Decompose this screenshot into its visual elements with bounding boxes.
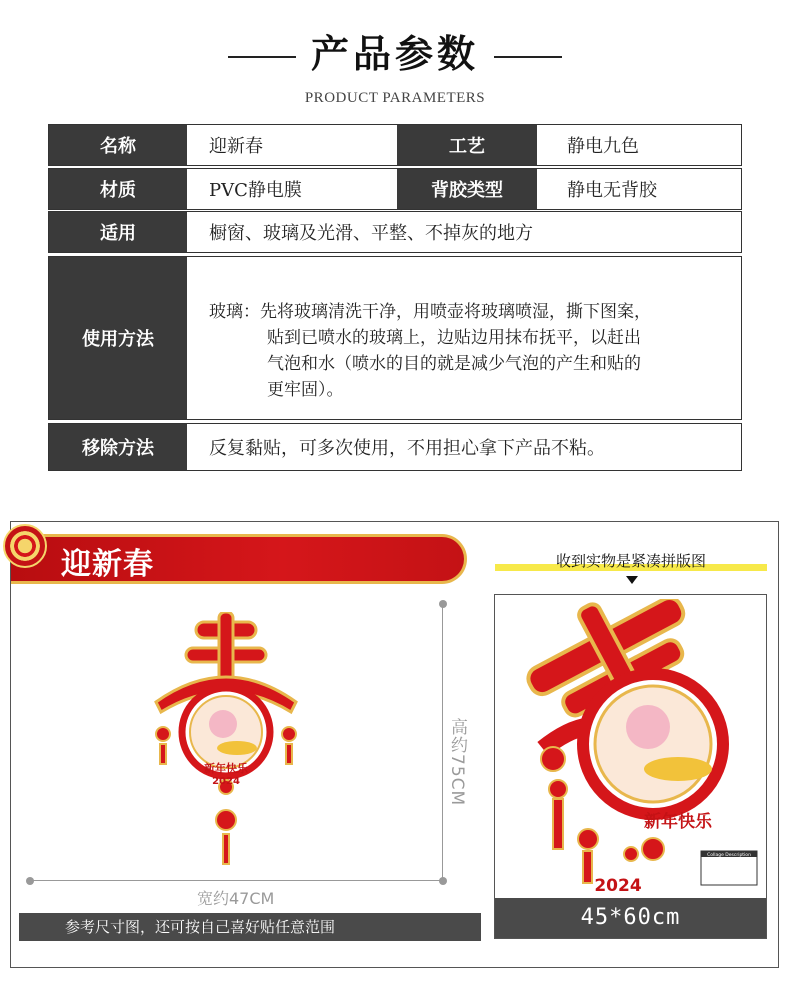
param-row-remove xyxy=(48,423,742,471)
art-greeting: 新年快乐 xyxy=(204,762,248,775)
param-key-material: 材质 xyxy=(49,169,187,209)
usage-line: 更牢固）。 xyxy=(267,380,344,400)
title-banner xyxy=(11,534,467,584)
flower-ornament-icon xyxy=(3,524,47,568)
spring-couplet-illustration xyxy=(141,612,311,872)
param-row-usage xyxy=(48,256,742,420)
dim-dot xyxy=(439,877,447,885)
page-title: 产品参数 xyxy=(310,32,479,76)
param-row-apply xyxy=(48,211,742,253)
param-row-name xyxy=(48,124,742,166)
height-label: 高约75CM xyxy=(447,718,467,807)
art-year: 2024 xyxy=(212,776,240,787)
width-label: 宽约47CM xyxy=(197,889,275,908)
width-dimension-line xyxy=(30,880,442,881)
param-key-apply: 适用 xyxy=(49,212,187,252)
header-rule-right xyxy=(494,56,562,58)
dim-dot xyxy=(26,877,34,885)
product-display-panel xyxy=(10,521,779,968)
sheet-caption: Collage Description xyxy=(707,853,751,858)
param-val-apply: 橱窗、玻璃及光滑、平整、不掉灰的地方 xyxy=(209,223,533,244)
usage-line: 气泡和水（喷水的目的就是减少气泡的产生和贴的 xyxy=(267,354,641,374)
product-sheet xyxy=(494,594,767,939)
param-val-craft: 静电九色 xyxy=(567,136,639,157)
height-dimension-line xyxy=(442,604,443,880)
param-val-name: 迎新春 xyxy=(209,136,263,157)
param-key-craft: 工艺 xyxy=(397,125,537,165)
compact-layout-note: 收到实物是紧凑拼版图 xyxy=(555,552,706,570)
param-val-usage xyxy=(187,257,741,419)
page-subtitle: PRODUCT PARAMETERS xyxy=(304,90,486,106)
param-key-backing: 背胶类型 xyxy=(397,169,537,209)
banner-title: 迎新春 xyxy=(61,547,154,582)
usage-line: 玻璃：先将玻璃清洗干净，用喷壶将玻璃喷湿，撕下图案， xyxy=(209,302,651,322)
sheet-year: 2024 xyxy=(594,876,642,895)
section-header xyxy=(0,28,790,107)
param-key-name: 名称 xyxy=(49,125,187,165)
down-arrow-icon xyxy=(626,576,638,584)
header-rule-left xyxy=(228,56,296,58)
sheet-greeting: 新年快乐 xyxy=(644,812,712,832)
sheet-artwork xyxy=(503,599,761,895)
param-row-material xyxy=(48,168,742,210)
param-key-remove: 移除方法 xyxy=(49,424,187,470)
usage-line: 贴到已喷水的玻璃上，边贴边用抹布抚平，以赶出 xyxy=(267,328,641,348)
param-val-backing: 静电无背胶 xyxy=(567,180,657,201)
param-key-usage: 使用方法 xyxy=(49,257,187,419)
param-val-remove: 反复黏贴，可多次使用，不用担心拿下产品不粘。 xyxy=(209,438,605,459)
param-val-material: PVC静电膜 xyxy=(209,180,302,201)
dim-dot xyxy=(439,600,447,608)
reference-caption: 参考尺寸图，还可按自己喜好贴任意范围 xyxy=(19,913,481,941)
sheet-size: 45*60cm xyxy=(495,898,766,938)
